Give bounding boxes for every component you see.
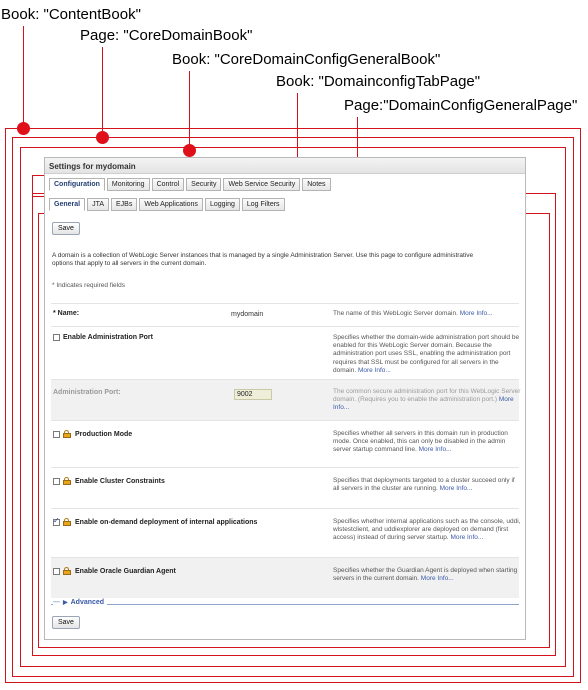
admin-port-input[interactable]: 9002 xyxy=(234,389,272,400)
label-core-domain-config-general-book: Book: "CoreDomainConfigGeneralBook" xyxy=(172,51,441,68)
more-info-link[interactable]: More Info... xyxy=(420,575,454,583)
admin-port-desc: The common secure administration port for this WebLogic Server domain. (Requires you to enable the administration port.) More Info... xyxy=(333,388,521,412)
subtab-web-applications[interactable]: Web Applications xyxy=(139,198,203,211)
tab-control[interactable]: Control xyxy=(152,178,185,191)
name-row xyxy=(51,303,519,326)
tab-security[interactable]: Security xyxy=(186,178,221,191)
lock-icon xyxy=(63,477,72,485)
tab-web-service-security[interactable]: Web Service Security xyxy=(223,178,300,191)
save-button-top[interactable]: Save xyxy=(52,222,80,235)
advanced-toggle[interactable] xyxy=(53,599,107,606)
cluster-constraints-label: Enable Cluster Constraints xyxy=(53,477,165,485)
more-info-link[interactable]: More Info... xyxy=(439,485,473,493)
name-desc: The name of this WebLogic Server domain. More Info... xyxy=(333,310,493,317)
lock-icon xyxy=(63,430,72,438)
guardian-label: Enable Oracle Guardian Agent xyxy=(53,567,176,575)
more-info-link[interactable]: More Info... xyxy=(357,366,391,374)
lock-icon xyxy=(63,518,72,526)
guardian-desc: Specifies whether the Guardian Agent is deployed when starting servers in the current domain. More Info... xyxy=(333,567,518,583)
leader-line xyxy=(102,47,103,137)
more-info-link[interactable]: More Info... xyxy=(450,534,484,542)
admin-port-row xyxy=(51,379,519,420)
divider-dash: — xyxy=(53,599,60,606)
advanced-label: Advanced xyxy=(70,599,105,606)
sub-tabs xyxy=(49,198,285,211)
guardian-checkbox[interactable] xyxy=(53,568,60,575)
on-demand-row xyxy=(51,508,519,557)
production-mode-checkbox[interactable] xyxy=(53,431,60,438)
name-value: mydomain xyxy=(231,311,264,318)
on-demand-checkbox[interactable] xyxy=(53,519,60,526)
tab-configuration[interactable]: Configuration xyxy=(49,178,105,191)
panel-title: Settings for mydomain xyxy=(45,158,525,174)
cluster-constraints-row xyxy=(51,467,519,508)
label-content-book: Book: "ContentBook" xyxy=(1,6,141,23)
tab-monitoring[interactable]: Monitoring xyxy=(107,178,150,191)
guardian-row xyxy=(51,557,519,598)
admin-port-enable-desc: Specifies whether the domain-wide administration port should be enabled for this WebLogic Server domain. Because the administration port uses SSL, enabling the administration port requires that SSL must be configured for all servers in the domain. More Info... xyxy=(333,334,520,374)
more-info-link[interactable]: More Info... xyxy=(459,310,493,317)
cluster-constraints-desc: Specifies that deployments targeted to a cluster succeed only if all servers in the cluster are running. More Info... xyxy=(333,477,515,493)
subtab-log-filters[interactable]: Log Filters xyxy=(242,198,285,211)
more-info-link[interactable]: More Info... xyxy=(418,446,452,454)
main-tabs xyxy=(49,178,331,191)
production-mode-desc: Specifies whether all servers in this domain run in production mode. Once enabled, this can only be disabled in the admin server startup command line. More Info... xyxy=(333,430,508,454)
intro-text: A domain is a collection of WebLogic Server instances that is managed by a single Administration Server. Use this page to configure administrative options that apply to all servers in the current domain. xyxy=(52,252,474,268)
admin-port-enable-checkbox[interactable] xyxy=(53,334,60,341)
marker-dot xyxy=(96,131,109,144)
leader-line xyxy=(23,26,24,129)
subtab-ejbs[interactable]: EJBs xyxy=(111,198,137,211)
admin-port-enable-label: Enable Administration Port xyxy=(53,334,153,341)
subtab-logging[interactable]: Logging xyxy=(205,198,240,211)
production-mode-label: Production Mode xyxy=(53,430,132,438)
label-domainconfig-tab-page: Book: "DomainconfigTabPage" xyxy=(276,73,481,90)
marker-dot xyxy=(17,122,30,135)
admin-port-enable-row xyxy=(51,326,519,379)
marker-dot xyxy=(183,144,196,157)
advanced-divider xyxy=(51,604,519,605)
more-info-link[interactable]: More Info... xyxy=(333,396,514,412)
subtab-jta[interactable]: JTA xyxy=(87,198,109,211)
required-note: * Indicates required fields xyxy=(52,282,125,289)
name-label: * Name: xyxy=(53,310,80,317)
label-domain-config-general-page: Page:"DomainConfigGeneralPage" xyxy=(344,97,578,114)
expand-triangle-icon: ▶ xyxy=(63,600,68,606)
label-core-domain-book: Page: "CoreDomainBook" xyxy=(80,27,253,44)
cluster-constraints-checkbox[interactable] xyxy=(53,478,60,485)
production-mode-row xyxy=(51,420,519,467)
subtab-general[interactable]: General xyxy=(49,198,85,211)
lock-icon xyxy=(63,567,72,575)
save-button-bottom[interactable]: Save xyxy=(52,616,80,629)
settings-panel xyxy=(44,157,526,640)
tab-notes[interactable]: Notes xyxy=(302,178,330,191)
on-demand-label: ✓ Enable on-demand deployment of internal applications xyxy=(53,518,257,526)
on-demand-desc: Specifies whether internal applications such as the console, uddi, wlstestclient, and uddiexplorer are deployed on demand (first access) instead of during server startup. More Info... xyxy=(333,518,521,542)
admin-port-label: Administration Port: xyxy=(53,389,121,396)
